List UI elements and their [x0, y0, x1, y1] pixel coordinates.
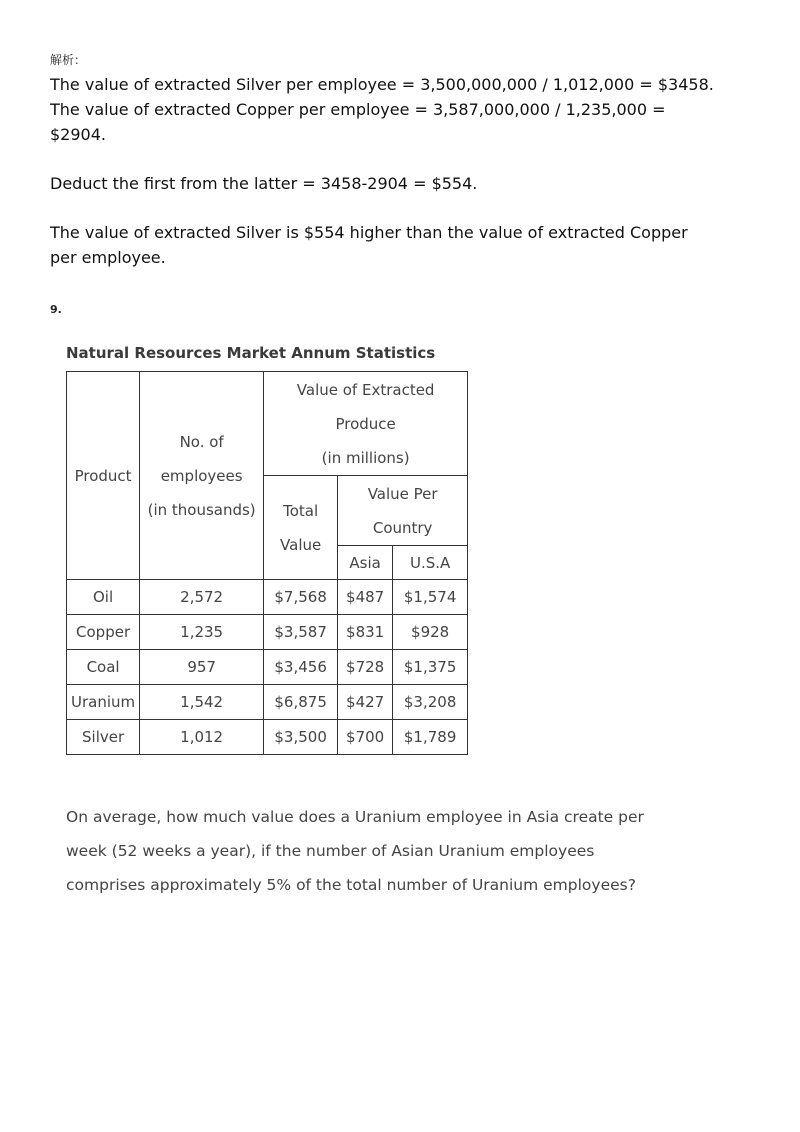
cell-product: Oil	[67, 580, 140, 615]
solution-line: The value of extracted Silver per employee = 3,500,000,000 / 1,012,000 = $3458.	[50, 75, 714, 94]
cell-total: $3,456	[264, 650, 338, 685]
question-line: comprises approximately 5% of the total number of Uranium employees?	[66, 876, 636, 894]
cell-total: $6,875	[264, 685, 338, 720]
cell-total: $7,568	[264, 580, 338, 615]
header-per-country-line: Country	[372, 518, 433, 537]
header-value-extracted	[264, 372, 468, 476]
cell-usa: $3,208	[393, 685, 468, 720]
cell-product: Copper	[67, 615, 140, 650]
table-row	[67, 580, 468, 615]
cell-employees: 1,542	[140, 685, 264, 720]
cell-product: Silver	[67, 720, 140, 755]
header-product: Product	[67, 372, 140, 580]
cell-asia: $427	[338, 685, 393, 720]
cell-asia: $831	[338, 615, 393, 650]
cell-usa: $1,789	[393, 720, 468, 755]
cell-employees: 957	[140, 650, 264, 685]
header-employees	[140, 372, 264, 580]
cell-product: Uranium	[67, 685, 140, 720]
header-employees-line: No. of	[179, 432, 224, 451]
cell-product: Coal	[67, 650, 140, 685]
table-row	[67, 650, 468, 685]
header-value-line: (in millions)	[321, 448, 410, 467]
question-line: week (52 weeks a year), if the number of Asian Uranium employees	[66, 842, 595, 860]
question-text	[66, 800, 706, 902]
header-employees-line: employees	[160, 466, 243, 485]
cell-total: $3,587	[264, 615, 338, 650]
table-title: Natural Resources Market Annum Statistics	[66, 344, 436, 362]
cell-asia: $487	[338, 580, 393, 615]
table-row	[67, 615, 468, 650]
solution-conclusion: per employee.	[50, 248, 166, 267]
header-total-line: Value	[280, 535, 322, 554]
cell-employees: 1,012	[140, 720, 264, 755]
cell-usa: $1,375	[393, 650, 468, 685]
question-line: On average, how much value does a Uranium employee in Asia create per	[66, 808, 644, 826]
header-value-per-country	[338, 476, 468, 546]
header-asia: Asia	[338, 546, 393, 580]
header-value-line: Value of Extracted	[296, 380, 435, 399]
table-row	[67, 720, 468, 755]
header-employees-line: (in thousands)	[147, 500, 256, 519]
cell-total: $3,500	[264, 720, 338, 755]
table-row	[67, 685, 468, 720]
cell-usa: $1,574	[393, 580, 468, 615]
header-total-line: Total	[283, 501, 319, 520]
solution-conclusion: The value of extracted Silver is $554 higher than the value of extracted Copper	[50, 223, 688, 242]
solution-line: The value of extracted Copper per employee = 3,587,000,000 / 1,235,000 =	[50, 100, 666, 119]
solution-text	[50, 72, 750, 270]
header-per-country-line: Value Per	[367, 484, 438, 503]
cell-employees: 1,235	[140, 615, 264, 650]
solution-line: $2904.	[50, 125, 106, 144]
solution-line: Deduct the first from the latter = 3458-2904 = $554.	[50, 174, 478, 193]
question-number: 9.	[50, 303, 62, 316]
cell-asia: $728	[338, 650, 393, 685]
analysis-label: 解析：	[50, 53, 87, 67]
header-total-value	[264, 476, 338, 580]
cell-employees: 2,572	[140, 580, 264, 615]
header-value-line: Produce	[335, 414, 396, 433]
header-usa: U.S.A	[393, 546, 468, 580]
cell-usa: $928	[393, 615, 468, 650]
statistics-table	[66, 371, 468, 755]
cell-asia: $700	[338, 720, 393, 755]
